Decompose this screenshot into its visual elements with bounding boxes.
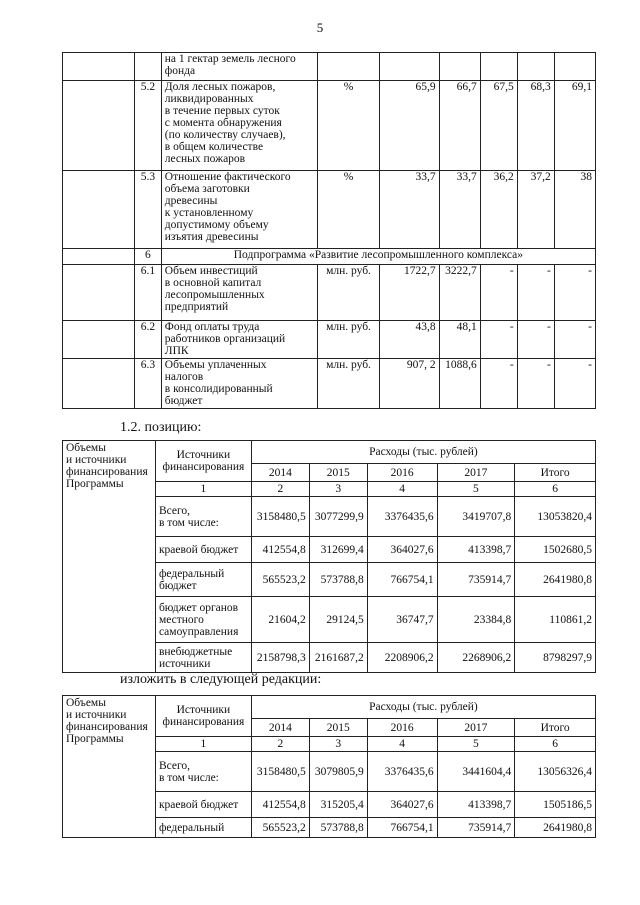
year-cell: Итого xyxy=(515,719,596,737)
value-cell xyxy=(554,53,595,81)
value-cell: 33,7 xyxy=(439,171,480,249)
value-cell: - xyxy=(480,359,517,409)
value-cell: 1722,7 xyxy=(379,265,439,321)
value-cell: 2641980,8 xyxy=(515,818,596,838)
value-cell: 1088,6 xyxy=(439,359,480,409)
value-cell xyxy=(439,53,480,81)
unit-cell: млн. руб. xyxy=(318,321,380,359)
value-cell: 315205,4 xyxy=(309,792,367,818)
value-cell: - xyxy=(480,321,517,359)
value-cell: 2268906,2 xyxy=(437,643,515,673)
value-cell: 573788,8 xyxy=(309,818,367,838)
table-row xyxy=(63,249,596,265)
value-cell xyxy=(517,53,554,81)
value-cell: 66,7 xyxy=(439,81,480,171)
row-id xyxy=(135,53,162,81)
value-cell: 412554,8 xyxy=(251,792,309,818)
unit-cell: млн. руб. xyxy=(318,359,380,409)
source-label: федеральный бюджет xyxy=(155,563,251,597)
blank-cell xyxy=(63,321,135,359)
table-row xyxy=(63,81,596,171)
value-cell: 68,3 xyxy=(517,81,554,171)
year-cell: 2014 xyxy=(251,719,309,737)
value-cell: 413398,7 xyxy=(437,537,515,563)
blank-cell xyxy=(63,265,135,321)
value-cell: 38 xyxy=(554,171,595,249)
blank-cell xyxy=(63,249,135,265)
section-heading-new-edition: изложить в следующей редакции: xyxy=(120,672,322,687)
table-row xyxy=(63,359,596,409)
blank-cell xyxy=(63,171,135,249)
row-id: 5.3 xyxy=(135,171,162,249)
value-cell: 565523,2 xyxy=(251,563,309,597)
value-cell: 766754,1 xyxy=(367,818,437,838)
section-heading-position: 1.2. позицию: xyxy=(120,420,202,435)
source-label: Всего, в том числе: xyxy=(155,752,251,792)
unit-cell: % xyxy=(318,171,380,249)
column-number: 1 xyxy=(155,737,251,752)
value-cell: 1502680,5 xyxy=(515,537,596,563)
unit-cell xyxy=(318,53,380,81)
header-row xyxy=(63,696,596,719)
header-row xyxy=(63,441,596,464)
value-cell: 65,9 xyxy=(379,81,439,171)
column-number: 6 xyxy=(515,482,596,497)
blank-cell xyxy=(63,53,135,81)
year-cell: 2015 xyxy=(309,464,367,482)
expenses-header: Расходы (тыс. рублей) xyxy=(251,441,595,464)
value-cell: 573788,8 xyxy=(309,563,367,597)
value-cell: 2161687,2 xyxy=(309,643,367,673)
finance-table-new xyxy=(62,695,596,838)
source-label: Всего, в том числе: xyxy=(155,497,251,537)
value-cell: 1505186,5 xyxy=(515,792,596,818)
value-cell xyxy=(480,53,517,81)
row-id: 6.3 xyxy=(135,359,162,409)
value-cell: 413398,7 xyxy=(437,792,515,818)
value-cell: 69,1 xyxy=(554,81,595,171)
table-row xyxy=(63,265,596,321)
value-cell: 2208906,2 xyxy=(367,643,437,673)
value-cell: - xyxy=(554,321,595,359)
indicator-name: Доля лесных пожаров, ликвидированных в течение первых суток с момента обнаружения (по количеству случаев), в общем количестве лесных пожаров xyxy=(161,81,317,171)
value-cell: 907, 2 xyxy=(379,359,439,409)
value-cell: 735914,7 xyxy=(437,818,515,838)
value-cell: - xyxy=(554,359,595,409)
row-id: 6.2 xyxy=(135,321,162,359)
year-cell: 2014 xyxy=(251,464,309,482)
value-cell: 2641980,8 xyxy=(515,563,596,597)
column-number: 3 xyxy=(309,737,367,752)
expenses-header: Расходы (тыс. рублей) xyxy=(251,696,595,719)
value-cell: 67,5 xyxy=(480,81,517,171)
unit-cell: млн. руб. xyxy=(318,265,380,321)
value-cell: - xyxy=(517,321,554,359)
column-number: 4 xyxy=(367,482,437,497)
value-cell: 48,1 xyxy=(439,321,480,359)
column-number: 2 xyxy=(251,482,309,497)
value-cell: 3077299,9 xyxy=(309,497,367,537)
value-cell: 3158480,5 xyxy=(251,497,309,537)
blank-cell xyxy=(63,359,135,409)
year-cell: 2017 xyxy=(437,719,515,737)
blank-cell xyxy=(63,81,135,171)
value-cell: 21604,2 xyxy=(251,597,309,643)
year-cell: 2016 xyxy=(367,464,437,482)
indicator-name: Объемы уплаченных налогов в консолидированный бюджет xyxy=(161,359,317,409)
value-cell: 3222,7 xyxy=(439,265,480,321)
source-label: бюджет органов местного самоуправления xyxy=(155,597,251,643)
year-cell: Итого xyxy=(515,464,596,482)
value-cell: 29124,5 xyxy=(309,597,367,643)
table-row xyxy=(63,53,596,81)
row-id: 6 xyxy=(135,249,162,265)
value-cell: - xyxy=(480,265,517,321)
value-cell: 3158480,5 xyxy=(251,752,309,792)
indicator-name: Объем инвестиций в основной капитал лесопромышленных предприятий xyxy=(161,265,317,321)
value-cell: 43,8 xyxy=(379,321,439,359)
value-cell: 8798297,9 xyxy=(515,643,596,673)
table-row xyxy=(63,321,596,359)
source-label: федеральный xyxy=(155,818,251,838)
value-cell: 312699,4 xyxy=(309,537,367,563)
value-cell: 3376435,6 xyxy=(367,752,437,792)
page-number: 5 xyxy=(316,20,324,35)
program-label: Объемы и источники финансирования Программы xyxy=(63,441,156,673)
program-label: Объемы и источники финансирования Программы xyxy=(63,696,156,838)
column-number: 5 xyxy=(437,482,515,497)
value-cell xyxy=(379,53,439,81)
value-cell: 565523,2 xyxy=(251,818,309,838)
column-number: 1 xyxy=(155,482,251,497)
source-label: краевой бюджет xyxy=(155,537,251,563)
value-cell: 36,2 xyxy=(480,171,517,249)
value-cell: 3419707,8 xyxy=(437,497,515,537)
value-cell: 364027,6 xyxy=(367,537,437,563)
value-cell: 412554,8 xyxy=(251,537,309,563)
column-number: 2 xyxy=(251,737,309,752)
year-cell: 2015 xyxy=(309,719,367,737)
row-id: 6.1 xyxy=(135,265,162,321)
value-cell: 735914,7 xyxy=(437,563,515,597)
sources-header: Источники финансирования xyxy=(155,696,251,737)
column-number: 6 xyxy=(515,737,596,752)
table-row xyxy=(63,171,596,249)
value-cell: 37,2 xyxy=(517,171,554,249)
value-cell: 13053820,4 xyxy=(515,497,596,537)
indicator-name: на 1 гектар земель лесного фонда xyxy=(161,53,317,81)
value-cell: 13056326,4 xyxy=(515,752,596,792)
year-cell: 2017 xyxy=(437,464,515,482)
value-cell: 3079805,9 xyxy=(309,752,367,792)
value-cell: - xyxy=(517,265,554,321)
source-label: краевой бюджет xyxy=(155,792,251,818)
value-cell: 23384,8 xyxy=(437,597,515,643)
value-cell: 766754,1 xyxy=(367,563,437,597)
indicator-name: Отношение фактического объема заготовки древесины к установленному допустимому объему изъятия древесины xyxy=(161,171,317,249)
source-label: внебюджетные источники xyxy=(155,643,251,673)
year-cell: 2016 xyxy=(367,719,437,737)
value-cell: 2158798,3 xyxy=(251,643,309,673)
column-number: 5 xyxy=(437,737,515,752)
column-number: 4 xyxy=(367,737,437,752)
value-cell: 3441604,4 xyxy=(437,752,515,792)
subprogram-title: Подпрограмма «Развитие лесопромышленного комплекса» xyxy=(161,249,595,265)
value-cell: 110861,2 xyxy=(515,597,596,643)
column-number: 3 xyxy=(309,482,367,497)
value-cell: 36747,7 xyxy=(367,597,437,643)
value-cell: 3376435,6 xyxy=(367,497,437,537)
value-cell: 33,7 xyxy=(379,171,439,249)
unit-cell: % xyxy=(318,81,380,171)
finance-table-old xyxy=(62,440,596,673)
sources-header: Источники финансирования xyxy=(155,441,251,482)
value-cell: - xyxy=(517,359,554,409)
value-cell: 364027,6 xyxy=(367,792,437,818)
row-id: 5.2 xyxy=(135,81,162,171)
value-cell: - xyxy=(554,265,595,321)
indicators-table xyxy=(62,52,596,409)
indicator-name: Фонд оплаты труда работников организаций ЛПК xyxy=(161,321,317,359)
